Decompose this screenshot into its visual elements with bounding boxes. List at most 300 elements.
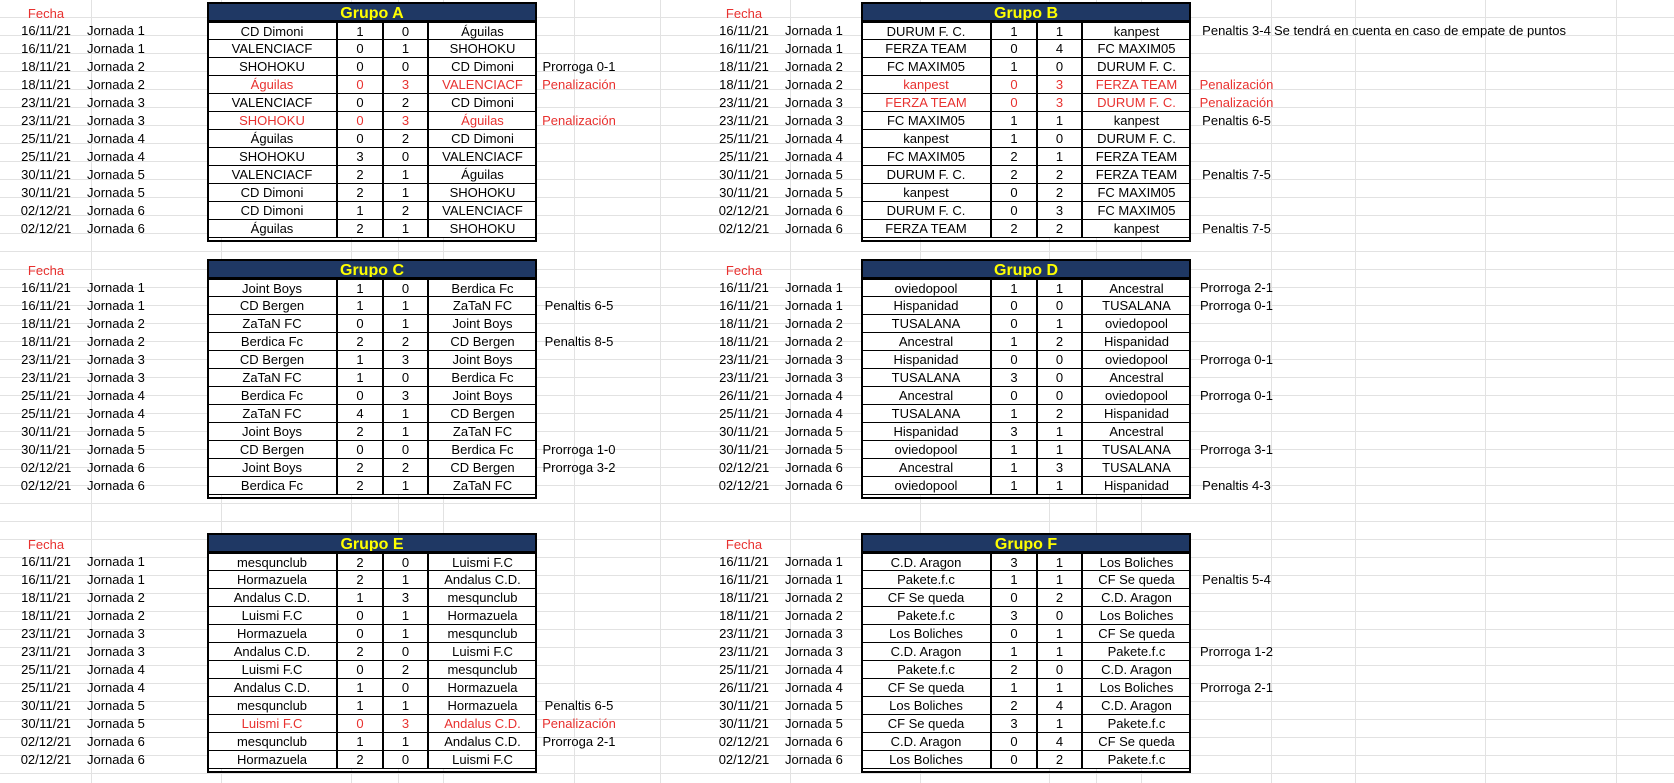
away-score[interactable]: 2 (383, 661, 428, 679)
matchday-label[interactable]: Jornada 3 (87, 644, 145, 659)
home-team[interactable]: CF Se queda (861, 715, 991, 733)
match-date[interactable]: 16/11/21 (21, 298, 71, 313)
away-score[interactable]: 1 (1037, 715, 1082, 733)
match-note[interactable] (1194, 625, 1279, 643)
home-team[interactable]: FERZA TEAM (861, 40, 991, 58)
table-row[interactable] (698, 333, 1398, 351)
home-team[interactable]: Joint Boys (207, 423, 337, 441)
match-note[interactable]: Penaltis 7-5 (1202, 221, 1271, 236)
match-note[interactable] (540, 40, 618, 58)
away-team[interactable]: Pakete.f.c (1082, 751, 1191, 769)
match-note[interactable]: Prorroga 0-1 (542, 59, 616, 74)
away-team[interactable]: Hormazuela (428, 679, 537, 697)
match-date[interactable]: 18/11/21 (719, 316, 769, 331)
table-row[interactable] (0, 202, 700, 220)
away-team[interactable]: oviedopool (1082, 315, 1191, 333)
table-row[interactable] (698, 166, 1398, 184)
matchday-label[interactable]: Jornada 5 (785, 167, 843, 182)
matchday-label[interactable]: Jornada 6 (785, 752, 843, 767)
matchday-label[interactable]: Jornada 3 (785, 113, 843, 128)
table-row[interactable] (0, 571, 700, 589)
table-row[interactable] (0, 369, 700, 387)
home-team[interactable]: oviedopool (861, 279, 991, 297)
match-note[interactable] (1194, 58, 1279, 76)
home-score[interactable]: 1 (991, 477, 1037, 495)
away-score[interactable]: 2 (1037, 184, 1082, 202)
away-score[interactable]: 1 (1037, 423, 1082, 441)
away-team[interactable]: oviedopool (1082, 351, 1191, 369)
match-date[interactable]: 16/11/21 (21, 41, 71, 56)
home-team[interactable]: Ancestral (861, 459, 991, 477)
home-score[interactable]: 0 (337, 715, 383, 733)
match-note[interactable] (540, 94, 618, 112)
home-score[interactable]: 1 (337, 697, 383, 715)
table-row[interactable] (0, 297, 700, 315)
away-team[interactable]: Joint Boys (428, 315, 537, 333)
home-team[interactable]: Andalus C.D. (207, 643, 337, 661)
matchday-label[interactable]: Jornada 6 (87, 752, 145, 767)
matchday-label[interactable]: Jornada 1 (87, 280, 145, 295)
away-team[interactable]: CD Bergen (428, 333, 537, 351)
table-row[interactable] (0, 279, 700, 297)
home-team[interactable]: kanpest (861, 76, 991, 94)
table-row[interactable] (698, 369, 1398, 387)
table-row[interactable] (0, 607, 700, 625)
away-team[interactable]: mesqunclub (428, 589, 537, 607)
match-note[interactable]: Prorroga 2-1 (542, 734, 616, 749)
match-date[interactable]: 25/11/21 (719, 662, 769, 677)
matchday-label[interactable]: Jornada 2 (785, 590, 843, 605)
away-team[interactable]: TUSALANA (1082, 441, 1191, 459)
home-team[interactable]: Ancestral (861, 387, 991, 405)
match-note[interactable] (540, 184, 618, 202)
away-team[interactable]: FC MAXIM05 (1082, 202, 1191, 220)
table-row[interactable] (0, 22, 700, 40)
away-team[interactable]: FERZA TEAM (1082, 76, 1191, 94)
matchday-label[interactable]: Jornada 1 (785, 23, 843, 38)
away-team[interactable]: CD Bergen (428, 405, 537, 423)
matchday-label[interactable]: Jornada 6 (87, 203, 145, 218)
home-team[interactable]: Luismi F.C (207, 715, 337, 733)
matchday-label[interactable]: Jornada 3 (87, 352, 145, 367)
match-note[interactable] (540, 22, 618, 40)
away-score[interactable]: 4 (1037, 697, 1082, 715)
match-note[interactable]: Prorroga 1-0 (542, 442, 616, 457)
table-row[interactable] (0, 589, 700, 607)
away-score[interactable]: 0 (383, 643, 428, 661)
matchday-label[interactable]: Jornada 3 (785, 352, 843, 367)
matchday-label[interactable]: Jornada 4 (785, 662, 843, 677)
away-team[interactable]: Pakete.f.c (1082, 715, 1191, 733)
table-row[interactable] (698, 94, 1398, 112)
home-team[interactable]: DURUM F. C. (861, 166, 991, 184)
away-score[interactable]: 2 (1037, 751, 1082, 769)
home-score[interactable]: 0 (337, 130, 383, 148)
matchday-label[interactable]: Jornada 3 (785, 644, 843, 659)
match-note[interactable] (1194, 333, 1279, 351)
home-score[interactable]: 2 (337, 166, 383, 184)
match-note[interactable] (540, 553, 618, 571)
home-score[interactable]: 2 (337, 184, 383, 202)
match-note[interactable] (1194, 148, 1279, 166)
away-team[interactable]: Hispanidad (1082, 333, 1191, 351)
table-row[interactable] (698, 553, 1398, 571)
matchday-label[interactable]: Jornada 5 (785, 698, 843, 713)
table-row[interactable] (0, 625, 700, 643)
table-row[interactable] (0, 679, 700, 697)
home-team[interactable]: TUSALANA (861, 315, 991, 333)
match-note[interactable] (1194, 130, 1279, 148)
home-team[interactable]: Águilas (207, 130, 337, 148)
table-row[interactable] (0, 697, 700, 715)
match-note[interactable] (1194, 315, 1279, 333)
table-row[interactable] (0, 459, 700, 477)
home-team[interactable]: SHOHOKU (207, 58, 337, 76)
matchday-label[interactable]: Jornada 5 (87, 424, 145, 439)
away-score[interactable]: 1 (383, 297, 428, 315)
home-team[interactable]: Berdica Fc (207, 477, 337, 495)
home-team[interactable]: Joint Boys (207, 279, 337, 297)
table-row[interactable] (698, 423, 1398, 441)
away-score[interactable]: 0 (383, 22, 428, 40)
home-score[interactable]: 1 (337, 679, 383, 697)
home-team[interactable]: Andalus C.D. (207, 679, 337, 697)
match-date[interactable]: 23/11/21 (719, 95, 769, 110)
away-team[interactable]: CD Dimoni (428, 58, 537, 76)
away-team[interactable]: Berdica Fc (428, 441, 537, 459)
match-note[interactable]: Penalización (1199, 77, 1274, 92)
matchday-label[interactable]: Jornada 1 (87, 554, 145, 569)
match-date[interactable]: 25/11/21 (719, 149, 769, 164)
away-score[interactable]: 1 (1037, 441, 1082, 459)
table-row[interactable] (698, 697, 1398, 715)
matchday-label[interactable]: Jornada 4 (87, 662, 145, 677)
match-date[interactable]: 30/11/21 (21, 698, 71, 713)
matchday-label[interactable]: Jornada 6 (87, 221, 145, 236)
match-date[interactable]: 16/11/21 (719, 298, 769, 313)
away-score[interactable]: 2 (1037, 220, 1082, 238)
home-team[interactable]: FC MAXIM05 (861, 148, 991, 166)
match-date[interactable]: 16/11/21 (719, 41, 769, 56)
match-note[interactable]: Prorroga 3-2 (542, 460, 616, 475)
matchday-label[interactable]: Jornada 6 (785, 460, 843, 475)
home-team[interactable]: Los Boliches (861, 751, 991, 769)
home-team[interactable]: mesqunclub (207, 733, 337, 751)
home-score[interactable]: 0 (991, 387, 1037, 405)
home-team[interactable]: ZaTaN FC (207, 315, 337, 333)
home-score[interactable]: 2 (337, 553, 383, 571)
matchday-label[interactable]: Jornada 5 (785, 185, 843, 200)
table-row[interactable] (698, 112, 1398, 130)
away-team[interactable]: mesqunclub (428, 625, 537, 643)
table-row[interactable] (698, 76, 1398, 94)
home-team[interactable]: CD Dimoni (207, 184, 337, 202)
matchday-label[interactable]: Jornada 5 (785, 442, 843, 457)
away-team[interactable]: ZaTaN FC (428, 423, 537, 441)
home-score[interactable]: 1 (991, 333, 1037, 351)
home-team[interactable]: FC MAXIM05 (861, 58, 991, 76)
home-score[interactable]: 2 (337, 459, 383, 477)
table-row[interactable] (0, 405, 700, 423)
matchday-label[interactable]: Jornada 4 (87, 406, 145, 421)
match-note[interactable] (540, 130, 618, 148)
home-score[interactable]: 2 (991, 148, 1037, 166)
away-team[interactable]: ZaTaN FC (428, 297, 537, 315)
match-note[interactable]: Penaltis 5-4 (1202, 572, 1271, 587)
match-date[interactable]: 18/11/21 (719, 77, 769, 92)
match-date[interactable]: 18/11/21 (21, 608, 71, 623)
matchday-label[interactable]: Jornada 6 (87, 478, 145, 493)
away-team[interactable]: Ancestral (1082, 279, 1191, 297)
match-date[interactable]: 02/12/21 (20, 752, 72, 767)
table-row[interactable] (0, 477, 700, 495)
matchday-label[interactable]: Jornada 1 (785, 554, 843, 569)
match-date[interactable]: 30/11/21 (719, 185, 769, 200)
home-team[interactable]: Hispanidad (861, 423, 991, 441)
table-row[interactable] (0, 751, 700, 769)
away-score[interactable]: 3 (383, 715, 428, 733)
match-date[interactable]: 25/11/21 (21, 406, 71, 421)
table-row[interactable] (698, 751, 1398, 769)
table-row[interactable] (0, 94, 700, 112)
table-row[interactable] (698, 679, 1398, 697)
match-note[interactable]: Penaltis 3-4 (1202, 23, 1271, 38)
home-team[interactable]: kanpest (861, 184, 991, 202)
away-team[interactable]: C.D. Aragon (1082, 661, 1191, 679)
home-team[interactable]: TUSALANA (861, 405, 991, 423)
home-team[interactable]: TUSALANA (861, 369, 991, 387)
away-team[interactable]: Luismi F.C (428, 643, 537, 661)
away-score[interactable]: 1 (1037, 22, 1082, 40)
match-date[interactable]: 30/11/21 (21, 167, 71, 182)
away-score[interactable]: 3 (1037, 94, 1082, 112)
matchday-label[interactable]: Jornada 4 (87, 149, 145, 164)
table-row[interactable] (0, 387, 700, 405)
away-team[interactable]: SHOHOKU (428, 184, 537, 202)
away-score[interactable]: 0 (383, 679, 428, 697)
match-note[interactable]: Penaltis 4-3 (1202, 478, 1271, 493)
match-note[interactable]: Penaltis 7-5 (1202, 167, 1271, 182)
matchday-label[interactable]: Jornada 3 (87, 626, 145, 641)
home-team[interactable]: mesqunclub (207, 697, 337, 715)
matchday-label[interactable]: Jornada 2 (87, 59, 145, 74)
home-score[interactable]: 0 (337, 441, 383, 459)
match-date[interactable]: 25/11/21 (21, 388, 71, 403)
table-row[interactable] (698, 625, 1398, 643)
matchday-label[interactable]: Jornada 2 (87, 334, 145, 349)
home-score[interactable]: 1 (991, 112, 1037, 130)
match-date[interactable]: 16/11/21 (21, 280, 71, 295)
matchday-label[interactable]: Jornada 2 (785, 334, 843, 349)
home-team[interactable]: Pakete.f.c (861, 607, 991, 625)
away-team[interactable]: Los Boliches (1082, 553, 1191, 571)
table-row[interactable] (698, 477, 1398, 495)
matchday-label[interactable]: Jornada 6 (785, 734, 843, 749)
home-team[interactable]: mesqunclub (207, 553, 337, 571)
match-date[interactable]: 30/11/21 (21, 424, 71, 439)
away-team[interactable]: Ancestral (1082, 369, 1191, 387)
match-note[interactable]: Prorroga 0-1 (1200, 388, 1273, 403)
match-date[interactable]: 02/12/21 (718, 752, 770, 767)
home-team[interactable]: SHOHOKU (207, 148, 337, 166)
away-score[interactable]: 2 (1037, 333, 1082, 351)
matchday-label[interactable]: Jornada 6 (785, 478, 843, 493)
home-team[interactable]: FC MAXIM05 (861, 112, 991, 130)
matchday-label[interactable]: Jornada 1 (87, 41, 145, 56)
table-row[interactable] (0, 148, 700, 166)
match-note[interactable]: Prorroga 1-2 (1200, 644, 1273, 659)
home-score[interactable]: 1 (337, 279, 383, 297)
matchday-label[interactable]: Jornada 4 (87, 131, 145, 146)
home-team[interactable]: Los Boliches (861, 697, 991, 715)
home-score[interactable]: 2 (337, 220, 383, 238)
away-team[interactable]: TUSALANA (1082, 459, 1191, 477)
away-score[interactable]: 0 (1037, 351, 1082, 369)
away-team[interactable]: SHOHOKU (428, 220, 537, 238)
match-date[interactable]: 30/11/21 (719, 716, 769, 731)
table-row[interactable] (698, 58, 1398, 76)
match-note[interactable] (540, 625, 618, 643)
table-row[interactable] (698, 607, 1398, 625)
away-score[interactable]: 1 (1037, 679, 1082, 697)
away-score[interactable]: 1 (383, 423, 428, 441)
home-team[interactable]: DURUM F. C. (861, 202, 991, 220)
table-row[interactable] (698, 661, 1398, 679)
table-row[interactable] (0, 423, 700, 441)
home-score[interactable]: 1 (991, 279, 1037, 297)
home-score[interactable]: 3 (337, 148, 383, 166)
match-note[interactable] (1194, 459, 1279, 477)
away-score[interactable]: 1 (383, 733, 428, 751)
away-score[interactable]: 1 (383, 607, 428, 625)
matchday-label[interactable]: Jornada 3 (785, 95, 843, 110)
match-date[interactable]: 23/11/21 (719, 644, 769, 659)
table-row[interactable] (0, 40, 700, 58)
matchday-label[interactable]: Jornada 3 (87, 95, 145, 110)
match-date[interactable]: 16/11/21 (719, 23, 769, 38)
home-score[interactable]: 1 (991, 405, 1037, 423)
away-score[interactable]: 0 (1037, 130, 1082, 148)
table-row[interactable] (698, 351, 1398, 369)
home-team[interactable]: CD Bergen (207, 297, 337, 315)
match-date[interactable]: 30/11/21 (719, 698, 769, 713)
away-score[interactable]: 1 (383, 220, 428, 238)
match-date[interactable]: 18/11/21 (719, 590, 769, 605)
away-team[interactable]: kanpest (1082, 22, 1191, 40)
away-score[interactable]: 3 (383, 351, 428, 369)
match-date[interactable]: 02/12/21 (718, 221, 770, 236)
home-score[interactable]: 0 (337, 625, 383, 643)
match-date[interactable]: 16/11/21 (719, 572, 769, 587)
home-score[interactable]: 0 (337, 387, 383, 405)
match-note[interactable] (540, 679, 618, 697)
match-note[interactable] (540, 607, 618, 625)
match-date[interactable]: 23/11/21 (21, 370, 71, 385)
away-score[interactable]: 3 (383, 589, 428, 607)
match-note[interactable]: Penalización (1199, 95, 1274, 110)
away-score[interactable]: 1 (383, 166, 428, 184)
home-score[interactable]: 1 (337, 589, 383, 607)
matchday-label[interactable]: Jornada 5 (87, 442, 145, 457)
matchday-label[interactable]: Jornada 5 (785, 716, 843, 731)
match-date[interactable]: 26/11/21 (719, 388, 769, 403)
table-row[interactable] (698, 571, 1398, 589)
home-team[interactable]: ZaTaN FC (207, 369, 337, 387)
match-note[interactable] (1194, 607, 1279, 625)
away-score[interactable]: 3 (383, 112, 428, 130)
table-row[interactable] (0, 76, 700, 94)
away-score[interactable]: 0 (383, 369, 428, 387)
match-date[interactable]: 30/11/21 (21, 185, 71, 200)
matchday-label[interactable]: Jornada 5 (785, 424, 843, 439)
table-row[interactable] (0, 112, 700, 130)
table-row[interactable] (698, 733, 1398, 751)
home-team[interactable]: Berdica Fc (207, 333, 337, 351)
match-date[interactable]: 23/11/21 (719, 370, 769, 385)
away-score[interactable]: 1 (1037, 643, 1082, 661)
away-team[interactable]: CD Dimoni (428, 94, 537, 112)
home-score[interactable]: 0 (337, 40, 383, 58)
match-date[interactable]: 25/11/21 (719, 406, 769, 421)
home-score[interactable]: 1 (337, 297, 383, 315)
matchday-label[interactable]: Jornada 1 (785, 280, 843, 295)
matchday-label[interactable]: Jornada 3 (87, 370, 145, 385)
away-team[interactable]: Los Boliches (1082, 607, 1191, 625)
match-date[interactable]: 30/11/21 (719, 442, 769, 457)
away-team[interactable]: Luismi F.C (428, 553, 537, 571)
away-score[interactable]: 1 (1037, 625, 1082, 643)
home-team[interactable]: Luismi F.C (207, 661, 337, 679)
match-date[interactable]: 02/12/21 (718, 203, 770, 218)
away-team[interactable]: DURUM F. C. (1082, 58, 1191, 76)
match-note[interactable] (540, 571, 618, 589)
table-row[interactable] (0, 333, 700, 351)
home-team[interactable]: VALENCIACF (207, 166, 337, 184)
match-date[interactable]: 25/11/21 (21, 662, 71, 677)
home-score[interactable]: 0 (991, 315, 1037, 333)
away-score[interactable]: 2 (383, 333, 428, 351)
match-note[interactable] (1194, 751, 1279, 769)
away-score[interactable]: 2 (1037, 166, 1082, 184)
home-score[interactable]: 0 (337, 661, 383, 679)
away-team[interactable]: DURUM F. C. (1082, 94, 1191, 112)
match-date[interactable]: 16/11/21 (719, 280, 769, 295)
match-note[interactable] (540, 751, 618, 769)
away-team[interactable]: Águilas (428, 166, 537, 184)
away-team[interactable]: C.D. Aragon (1082, 589, 1191, 607)
home-team[interactable]: CD Bergen (207, 441, 337, 459)
home-team[interactable]: C.D. Aragon (861, 733, 991, 751)
home-team[interactable]: CD Dimoni (207, 22, 337, 40)
match-note[interactable] (1194, 715, 1279, 733)
match-note[interactable] (540, 387, 618, 405)
match-note[interactable]: Penaltis 6-5 (1202, 113, 1271, 128)
home-score[interactable]: 1 (991, 58, 1037, 76)
away-score[interactable]: 1 (1037, 477, 1082, 495)
home-score[interactable]: 2 (991, 220, 1037, 238)
matchday-label[interactable]: Jornada 2 (785, 59, 843, 74)
match-date[interactable]: 18/11/21 (21, 590, 71, 605)
home-team[interactable]: Ancestral (861, 333, 991, 351)
away-score[interactable]: 0 (1037, 58, 1082, 76)
home-team[interactable]: Los Boliches (861, 625, 991, 643)
away-score[interactable]: 3 (383, 76, 428, 94)
away-team[interactable]: FC MAXIM05 (1082, 184, 1191, 202)
away-score[interactable]: 0 (383, 441, 428, 459)
away-score[interactable]: 0 (383, 553, 428, 571)
away-team[interactable]: Hispanidad (1082, 405, 1191, 423)
match-date[interactable]: 18/11/21 (21, 316, 71, 331)
